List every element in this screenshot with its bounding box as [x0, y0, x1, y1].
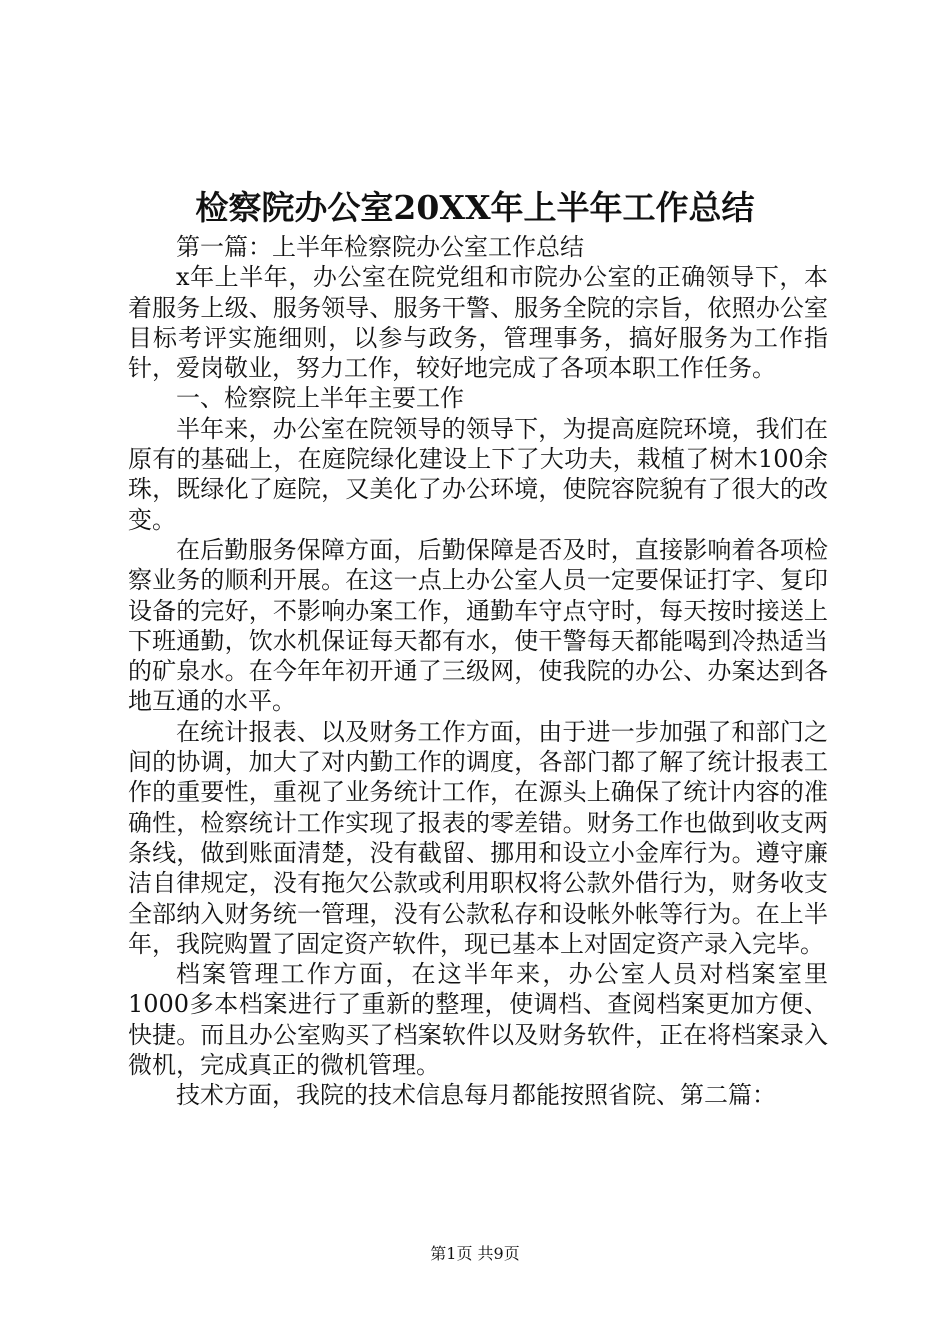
paragraph: x年上半年，办公室在院党组和市院办公室的正确领导下，本着服务上级、服务领导、服务干警、服务全院的宗旨，依照办公室目标考评实施细则，以参与政务，管理事务，搞好服务为工作指针，爱岗敬业，努力工作，较好地完成了各项本职工作任务。 [128, 263, 828, 383]
page-indicator: 第1页 共9页 [430, 1244, 520, 1263]
paragraph: 在统计报表、以及财务工作方面，由于进一步加强了和部门之间的协调，加大了对内勤工作的调度，各部门都了解了统计报表工作的重要性，重视了业务统计工作，在源头上确保了统计内容的准确性，检察统计工作实现了报表的零差错。财务工作也做到收支两条线，做到账面清楚，没有截留、挪用和设立小金库行为。遵守廉洁自律规定，没有拖欠公款或利用职权将公款外借行为，财务收支全部纳入财务统一管理，没有公款私存和设帐外帐等行为。在上半年，我院购置了固定资产软件，现已基本上对固定资产录入完毕。 [128, 717, 828, 958]
paragraph: 技术方面，我院的技术信息每月都能按照省院、第二篇： [176, 1081, 776, 1110]
paragraph: 在后勤服务保障方面，后勤保障是否及时，直接影响着各项检察业务的顺利开展。在这一点上办公室人员一定要保证打字、复印设备的完好，不影响办案工作，通勤车守点守时，每天按时接送上下班通勤，饮水机保证每天都有水，使干警每天都能喝到冷热适当的矿泉水。在今年年初开通了三级网，使我院的办公、办案达到各地互通的水平。 [128, 535, 828, 716]
section-heading: 第一篇：上半年检察院办公室工作总结 [176, 233, 584, 261]
section-heading: 一、检察院上半年主要工作 [176, 384, 464, 413]
paragraph: 档案管理工作方面，在这半年来，办公室人员对档案室里1000多本档案进行了重新的整理，使调档、查阅档案更加方便、快捷。而且办公室购买了档案软件以及财务软件，正在将档案录入微机，完成真正的微机管理。 [128, 960, 828, 1080]
page-footer [0, 1242, 950, 1266]
document-body [128, 232, 828, 1111]
document-title: 检察院办公室20XX年上半年工作总结 [195, 188, 755, 227]
paragraph: 半年来，办公室在院领导的领导下，为提高庭院环境，我们在原有的基础上，在庭院绿化建设上下了大功夫，栽植了树木100余珠，既绿化了庭院，又美化了办公环境，使院容院貌有了很大的改变。 [128, 414, 828, 534]
